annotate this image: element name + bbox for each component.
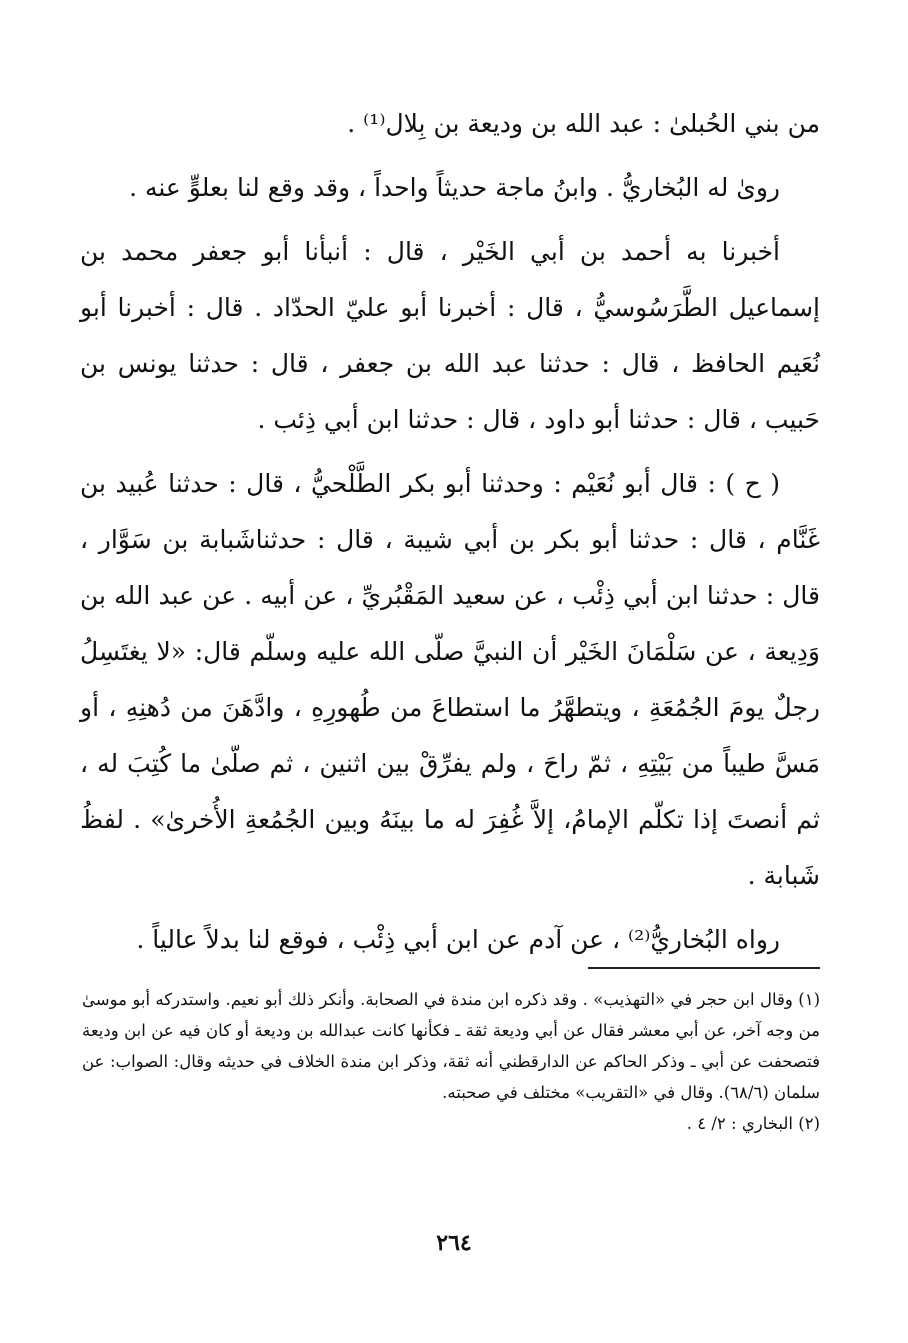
- footnote-divider: [588, 967, 820, 969]
- page-number: ٢٦٤: [436, 1230, 472, 1256]
- paragraph-2: روىٰ له البُخاريُّ . وابنُ ماجة حديثاً واحداً ، وقد وقع لنا بعلوٍّ عنه .: [129, 173, 780, 202]
- paragraph-3: أخبرنا به أحمد بن أبي الخَيْر ، قال : أنبأنا أبو جعفر محمد بن إسماعيل الطَّرَسُوسيُّ ، قال : أخبرنا أبو عليّ الحدّاد . قال : أخبرنا أبو نُعَيم الحافظ ، قال : حدثنا عبد الله بن جعفر ، قال : حدثنا يونس بن حَبيب ، قال : حدثنا أبو داود ، قال : حدثنا ابن أبي ذِئب .: [80, 237, 820, 434]
- footnote-1: (١) وقال ابن حجر في «التهذيب» . وقد ذكره ابن مندة في الصحابة. وأنكر ذلك أبو نعيم. واستدركه أبو موسىٰ من وجه آخر، عن أبي معشر فقال عن أبي وديعة ثقة ـ فكأنها كانت عبدالله بن وديعة أو كان فيه عن ابن وديعة فتصحفت عن أبي ـ وذكر الحاكم عن الدارقطني أنه ثقة، وذكر ابن مندة الخلاف في حديثه وقال: الصواب: عن سلمان (٦٨/٦). وقال في «التقريب» مختلف في صحبته.: [82, 990, 820, 1102]
- paragraph-1: من بني الحُبلىٰ : عبد الله بن وديعة بن بِلال⁽¹⁾ .: [347, 109, 820, 138]
- footnote-2: (٢) البخاري : ٢/ ٤ .: [686, 1114, 820, 1133]
- paragraph-5: رواه البُخاريُّ⁽²⁾ ، عن آدم عن ابن أبي ذِئْب ، فوقع لنا بدلاً عالياً .: [136, 925, 780, 954]
- paragraph-4: ( ح ) : قال أبو نُعَيْم : وحدثنا أبو بكر الطَّلْحيُّ ، قال : حدثنا عُبيد بن غَنَّام ، قال : حدثنا أبو بكر بن أبي شيبة ، قال : حدثناشَبابة بن سَوَّار ، قال : حدثنا ابن أبي ذِئْب ، عن سعيد المَقْبُريِّ ، عن أبيه . عن عبد الله بن وَدِيعة ، عن سَلْمَانَ الخَيْر أن النبيَّ صلّى الله عليه وسلّم قال: «لا يغتَسِلُ رجلٌ يومَ الجُمُعَةِ ، ويتطهَّرُ ما استطاعَ من طُهورِهِ ، وادَّهَنَ من دُهنِهِ ، أو مَسَّ طيباً من بَيْتِهِ ، ثمّ راحَ ، ولم يفرِّقْ بين اثنين ، ثم صلّىٰ ما كُتِبَ له ، ثم أنصتَ إذا تكلّم الإمامُ، إلاَّ غُفِرَ له ما بينَهُ وبين الجُمُعةِ الأُخرىٰ» . لفظُ شَبابة .: [80, 469, 820, 890]
- main-text: [80, 96, 820, 976]
- footnotes: [82, 984, 820, 1139]
